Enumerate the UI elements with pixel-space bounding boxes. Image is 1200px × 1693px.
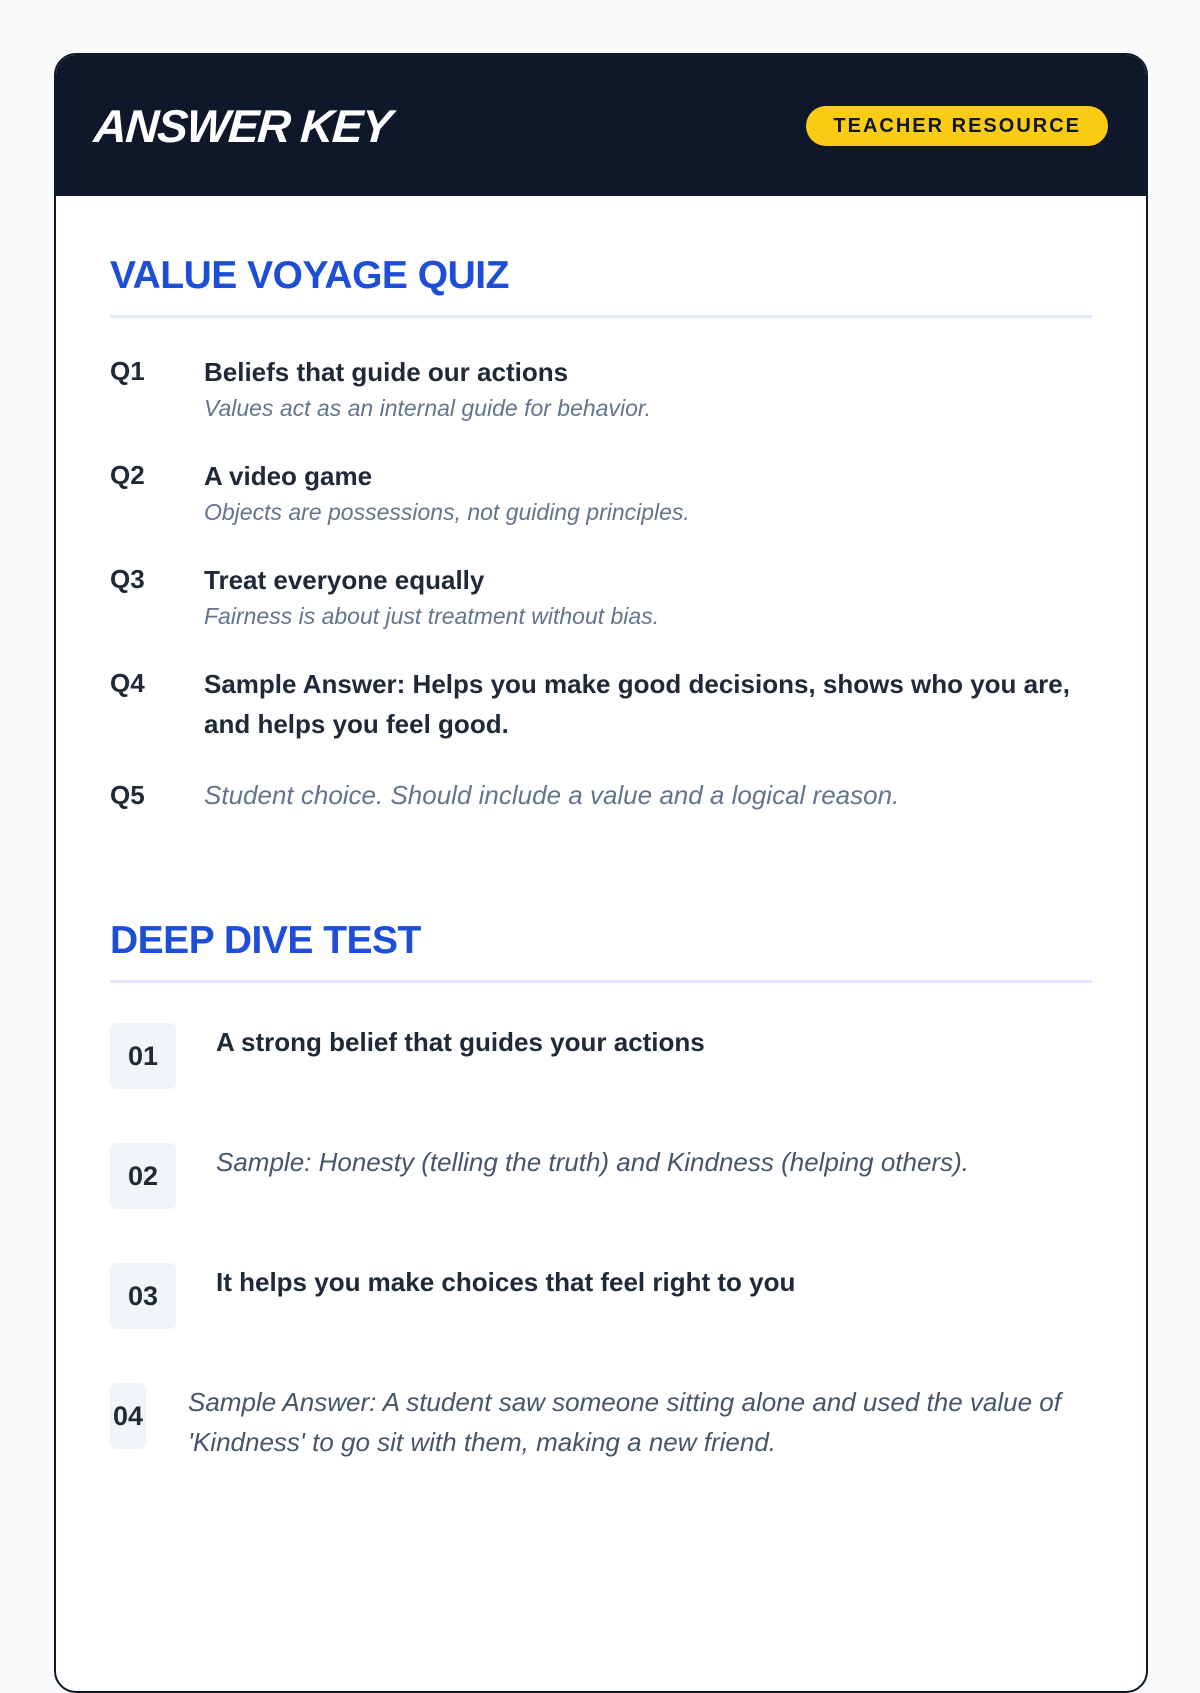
quiz-item-number: Q3 — [110, 564, 145, 594]
deep-dive-item-number: 01 — [110, 1023, 176, 1089]
quiz-item-explanation: Objects are possessions, not guiding principles. — [204, 499, 690, 525]
deep-dive-answer-list — [110, 1023, 1092, 1462]
quiz-item-explanation: Fairness is about just treatment without bias. — [204, 603, 660, 629]
page-title: ANSWER KEY — [92, 99, 393, 152]
quiz-divider — [110, 315, 1092, 318]
deep-dive-section-title: DEEP DIVE TEST — [110, 919, 421, 962]
answer-key-card — [54, 53, 1148, 1693]
deep-dive-item-number: 04 — [110, 1383, 146, 1449]
deep-dive-item — [110, 1023, 1092, 1089]
deep-dive-item-answer: Sample: Honesty (telling the truth) and Kindness (helping others). — [216, 1147, 969, 1177]
quiz-item-number: Q5 — [110, 780, 145, 810]
quiz-item-answer: Sample Answer: Helps you make good decisions, shows who you are, and helps you feel good. — [204, 669, 1070, 739]
quiz-item — [110, 456, 1092, 528]
quiz-item-answer: A video game — [204, 461, 373, 491]
quiz-item-number: Q4 — [110, 668, 145, 698]
quiz-item — [110, 352, 1092, 424]
deep-dive-item — [110, 1383, 1092, 1462]
quiz-item — [110, 776, 1092, 815]
quiz-item — [110, 560, 1092, 632]
quiz-item-answer: Treat everyone equally — [204, 565, 485, 595]
card-body — [56, 256, 1146, 1462]
deep-dive-divider — [110, 980, 1092, 983]
deep-dive-item-answer: Sample Answer: A student saw someone sitting alone and used the value of 'Kindness' to go sit with them, making a new friend. — [188, 1387, 1061, 1457]
quiz-item-note: Student choice. Should include a value and a logical reason. — [204, 780, 900, 810]
quiz-item-explanation: Values act as an internal guide for behavior. — [204, 395, 652, 421]
deep-dive-item-answer: It helps you make choices that feel right to you — [216, 1267, 796, 1297]
quiz-item — [110, 664, 1092, 744]
deep-dive-item — [110, 1263, 1092, 1329]
header-bar — [56, 55, 1146, 196]
quiz-section-title: VALUE VOYAGE QUIZ — [110, 254, 509, 297]
quiz-item-answer: Beliefs that guide our actions — [204, 357, 569, 387]
quiz-item-number: Q1 — [110, 356, 145, 386]
quiz-item-number: Q2 — [110, 460, 145, 490]
quiz-answer-list — [110, 352, 1092, 815]
deep-dive-item-number: 03 — [110, 1263, 176, 1329]
deep-dive-item — [110, 1143, 1092, 1209]
deep-dive-item-answer: A strong belief that guides your actions — [216, 1027, 705, 1057]
teacher-resource-badge: TEACHER RESOURCE — [806, 106, 1108, 146]
deep-dive-item-number: 02 — [110, 1143, 176, 1209]
